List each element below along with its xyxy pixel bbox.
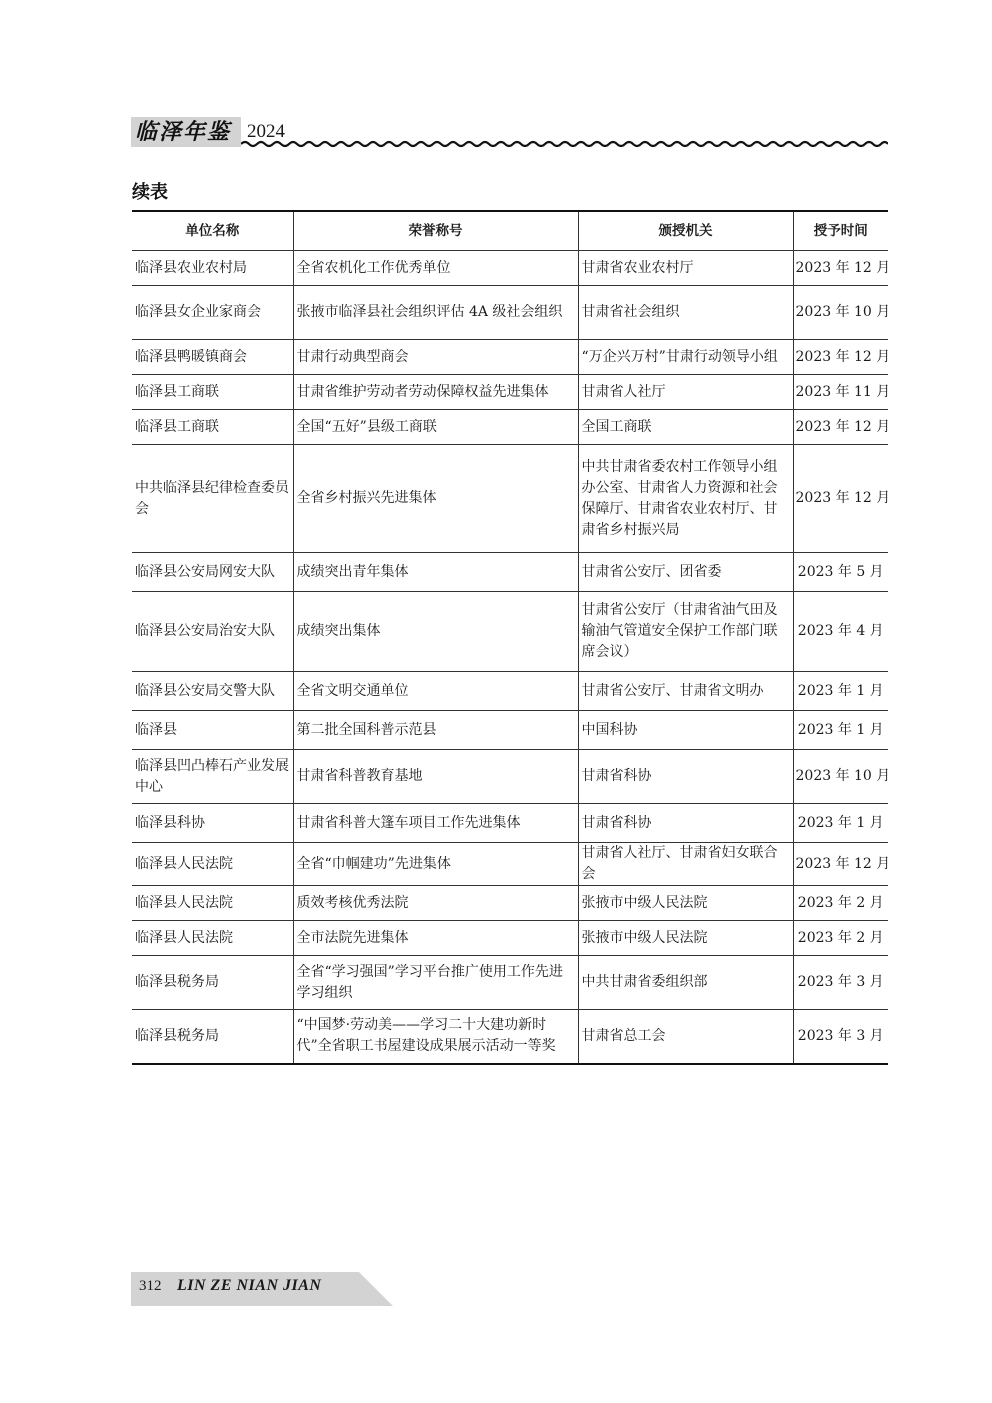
table-row [132,750,888,804]
header-year: 2024 [247,121,285,142]
cell-unit: 临泽县鸭暖镇商会 [132,340,293,375]
cell-unit: 临泽县公安局交警大队 [132,672,293,711]
header-wave-rule [241,139,888,149]
cell-honor: 成绩突出集体 [293,592,578,672]
cell-unit: 临泽县 [132,711,293,750]
cell-authority: 甘肃省人社厅 [578,375,793,410]
cell-honor: 全省“巾帼建功”先进集体 [293,843,578,886]
cell-unit: 临泽县农业农村局 [132,251,293,286]
cell-honor: 全省文明交通单位 [293,672,578,711]
column-header-unit: 单位名称 [132,211,293,251]
table-row [132,921,888,956]
table-row [132,804,888,843]
cell-unit: 临泽县税务局 [132,956,293,1010]
table-row [132,375,888,410]
cell-honor: 全省农机化工作优秀单位 [293,251,578,286]
table-row [132,286,888,340]
page-header [131,117,888,153]
cell-date: 2023 年 5 月 [793,553,888,592]
table-row [132,340,888,375]
cell-unit: 临泽县公安局治安大队 [132,592,293,672]
cell-authority: 甘肃省公安厅、甘肃省文明办 [578,672,793,711]
table-row [132,410,888,445]
column-header-authority: 颁授机关 [578,211,793,251]
cell-date: 2023 年 1 月 [793,711,888,750]
cell-honor: 甘肃行动典型商会 [293,340,578,375]
table-row [132,843,888,886]
cell-honor: 质效考核优秀法院 [293,886,578,921]
awards-table [132,210,891,1065]
section-title: 续表 [132,182,168,203]
cell-date: 2023 年 12 月 [793,445,888,553]
table-row [132,445,888,553]
cell-authority: 甘肃省科协 [578,750,793,804]
cell-date: 2023 年 1 月 [793,804,888,843]
cell-unit: 临泽县工商联 [132,410,293,445]
page-footer [131,1272,393,1306]
cell-date: 2023 年 2 月 [793,921,888,956]
cell-honor: “中国梦·劳动美——学习二十大建功新时代”全省职工书屋建设成果展示活动一等奖 [293,1010,578,1064]
cell-authority: 甘肃省人社厅、甘肃省妇女联合会 [578,843,793,886]
cell-honor: 全市法院先进集体 [293,921,578,956]
cell-honor: 甘肃省科普教育基地 [293,750,578,804]
cell-date: 2023 年 2 月 [793,886,888,921]
table-row [132,553,888,592]
table-row [132,1010,888,1064]
table-row [132,672,888,711]
cell-date: 2023 年 12 月 [793,251,888,286]
cell-unit: 临泽县凹凸棒石产业发展中心 [132,750,293,804]
cell-date: 2023 年 12 月 [793,843,888,886]
cell-authority: 全国工商联 [578,410,793,445]
table-row [132,711,888,750]
cell-authority: 甘肃省公安厅（甘肃省油气田及输油气管道安全保护工作部门联席会议） [578,592,793,672]
cell-date: 2023 年 3 月 [793,1010,888,1064]
cell-honor: 成绩突出青年集体 [293,553,578,592]
table-row [132,886,888,921]
cell-unit: 临泽县女企业家商会 [132,286,293,340]
cell-unit: 临泽县人民法院 [132,886,293,921]
table-header-row [132,211,888,251]
cell-date: 2023 年 11 月 [793,375,888,410]
cell-authority: 甘肃省社会组织 [578,286,793,340]
column-header-date: 授予时间 [793,211,888,251]
cell-honor: 全国“五好”县级工商联 [293,410,578,445]
table-row [132,592,888,672]
cell-authority: 张掖市中级人民法院 [578,886,793,921]
cell-authority: 甘肃省总工会 [578,1010,793,1064]
cell-authority: 中国科协 [578,711,793,750]
cell-authority: 甘肃省科协 [578,804,793,843]
cell-authority: 张掖市中级人民法院 [578,921,793,956]
cell-honor: 全省乡村振兴先进集体 [293,445,578,553]
table-row [132,251,888,286]
cell-authority: “万企兴万村”甘肃行动领导小组 [578,340,793,375]
footer-title: LIN ZE NIAN JIAN [177,1277,322,1294]
yearbook-logo: 临泽年鉴 [131,117,241,147]
cell-authority: 甘肃省公安厅、团省委 [578,553,793,592]
cell-honor: 全省“学习强国”学习平台推广使用工作先进学习组织 [293,956,578,1010]
cell-honor: 第二批全国科普示范县 [293,711,578,750]
cell-authority: 甘肃省农业农村厅 [578,251,793,286]
cell-unit: 临泽县公安局网安大队 [132,553,293,592]
cell-date: 2023 年 12 月 [793,410,888,445]
cell-date: 2023 年 10 月 [793,750,888,804]
cell-date: 2023 年 10 月 [793,286,888,340]
cell-date: 2023 年 12 月 [793,340,888,375]
cell-authority: 中共甘肃省委农村工作领导小组办公室、甘肃省人力资源和社会保障厅、甘肃省农业农村厅、甘肃省乡村振兴局 [578,445,793,553]
cell-date: 2023 年 3 月 [793,956,888,1010]
cell-unit: 临泽县工商联 [132,375,293,410]
column-header-honor: 荣誉称号 [293,211,578,251]
cell-unit: 临泽县人民法院 [132,921,293,956]
cell-date: 2023 年 1 月 [793,672,888,711]
page-number: 312 [139,1278,162,1294]
cell-honor: 甘肃省维护劳动者劳动保障权益先进集体 [293,375,578,410]
table-row [132,956,888,1010]
cell-honor: 甘肃省科普大篷车项目工作先进集体 [293,804,578,843]
cell-authority: 中共甘肃省委组织部 [578,956,793,1010]
cell-unit: 临泽县科协 [132,804,293,843]
cell-unit: 中共临泽县纪律检查委员会 [132,445,293,553]
cell-unit: 临泽县税务局 [132,1010,293,1064]
cell-date: 2023 年 4 月 [793,592,888,672]
cell-unit: 临泽县人民法院 [132,843,293,886]
cell-honor: 张掖市临泽县社会组织评估 4A 级社会组织 [293,286,578,340]
